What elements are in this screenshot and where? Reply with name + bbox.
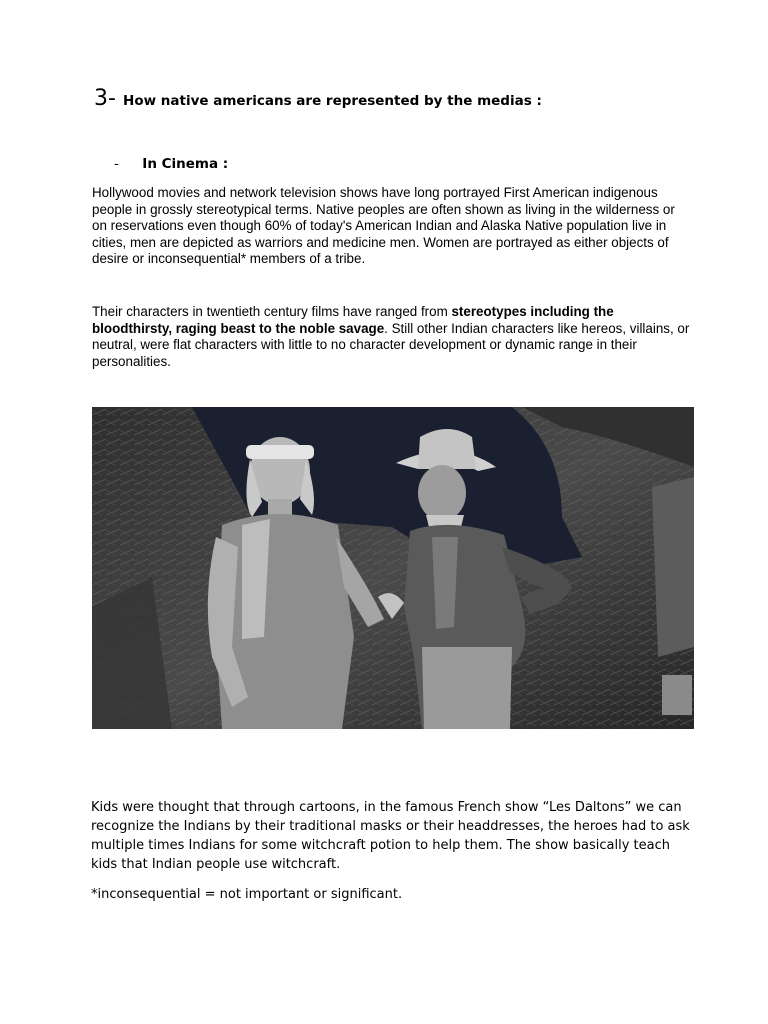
cartoon-paragraph: Kids were thought that through cartoons, in the famous French show “Les Daltons” we can recognize the Indians by their traditional masks or their headdresses, the heroes had to ask multiple times Indians for some witchcraft potion to help them. The show basically teach kids that Indian people use witchcraft. (91, 800, 690, 872)
section-heading (94, 86, 542, 111)
footnote: *inconsequential = not important or significant. (91, 887, 403, 902)
subsection-label: In Cinema : (142, 156, 229, 172)
section-number: 3- (94, 86, 116, 111)
section-title: How native americans are represented by the medias : (123, 93, 542, 109)
characters-text-before: Their characters in twentieth century films have ranged from (92, 304, 452, 319)
subsection-heading (114, 156, 228, 172)
characters-paragraph (92, 304, 692, 370)
intro-paragraph: Hollywood movies and network television shows have long portrayed First American indigenous people in grossly stereotypical terms. Native peoples are often shown as living in the wilderness or on reservations even though 60% of today's American Indian and Alaska Native population live in cities, men are depicted as warriors and medicine men. Women are portrayed as either objects of desire or inconsequential* members of a tribe. (92, 185, 675, 267)
characters-text-bold: stereotypes including the bloodthirsty, raging beast to the noble savage (92, 304, 614, 336)
characters-text-after: . Still other Indian characters like hereos, villains, or neutral, were flat characters with little to no character development or dynamic range in their personalities. (92, 320, 690, 369)
film-still-photo (92, 407, 694, 729)
bullet-dash: - (114, 156, 119, 172)
